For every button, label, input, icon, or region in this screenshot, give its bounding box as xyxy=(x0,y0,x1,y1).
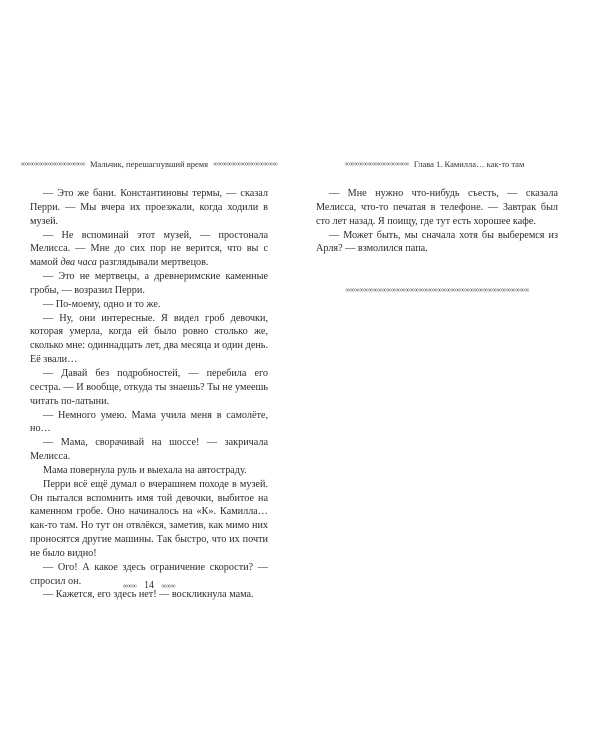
paragraph: — Ого! А какое здесь ограничение скорости? — спросил он. xyxy=(30,561,268,587)
chapter-title-header: Глава 1. Камилла… как-то там xyxy=(413,159,525,169)
paragraph: — По-моему, одно и то же. xyxy=(43,298,161,310)
ornament-line: ∞∞∞∞∞∞∞∞∞∞∞∞∞∞ xyxy=(344,160,409,168)
paragraph: — Ну, они интересные. Я видел гроб девочки, которая умерла, когда ей было ровно столько же, сколько мне: одиннадцать лет, два месяца и один день. Её звали… xyxy=(30,312,268,366)
paragraph: — Немного умею. Мама учила меня в самолёте, но… xyxy=(30,409,268,435)
book-title-header: Мальчик, перешагнувший время xyxy=(89,159,209,169)
right-page xyxy=(316,158,558,294)
paragraph: — Это же бани. Константиновы термы, — сказал Перри. — Мы вчера их проезжали, когда ходили в музей. xyxy=(30,188,268,227)
paragraph: Мама повернула руль и выехала на автостраду. xyxy=(43,464,247,476)
page-number xyxy=(30,580,268,591)
italic-emphasis: два часа xyxy=(60,257,97,269)
page-number-value: 14 xyxy=(144,580,154,591)
left-page xyxy=(20,158,278,602)
ornament-line: ∞∞∞ xyxy=(161,582,176,590)
right-running-head xyxy=(316,158,558,170)
ornament-line: ∞∞∞∞∞∞∞∞∞∞∞∞∞∞ xyxy=(20,160,85,168)
paragraph-text: — Не вспоминай этот музей, — простонала Мелисса. — Мне до сих пор не верится, что вы с мамой xyxy=(30,229,268,269)
paragraph: Перри всё ещё думал о вчерашнем походе в музей. Он пытался вспомнить имя той девочки, выбитое на каменном гробе. Оно начиналось на «К». Камилла… как-то там. Но тут он отвлёкся, заметив, как мимо них проносятся другие машины. Так быстро, что их почти не было видно! xyxy=(30,478,268,559)
ornament-line: ∞∞∞∞∞∞∞∞∞∞∞∞∞∞ xyxy=(213,160,278,168)
left-page-text xyxy=(30,187,268,602)
paragraph: — Это не мертвецы, а древнеримские каменные гробы, — возразил Перри. xyxy=(30,271,268,296)
section-divider: ∞∞∞∞∞∞∞∞∞∞∞∞∞∞∞∞∞∞∞∞∞∞∞∞∞∞∞∞∞∞∞∞∞∞∞∞∞∞∞∞ xyxy=(345,286,529,295)
paragraph: — Давай без подробностей, — перебила его сестра. — И вообще, откуда ты знаешь? Ты не умеешь читать по-латыни. xyxy=(30,367,268,407)
left-running-head xyxy=(20,158,278,170)
paragraph: — Мне нужно что-нибудь съесть, — сказала Мелисса, что-то печатая в телефоне. — Завтрак был сто лет назад. Я поищу, где тут есть хорошее кафе. xyxy=(316,188,558,227)
paragraph-text: разглядывали мертвецов. xyxy=(96,257,209,269)
paragraph xyxy=(30,229,268,271)
paragraph: — Может быть, мы сначала хотя бы выберемся из Арля? — взмолился папа. xyxy=(316,229,558,255)
paragraph: — Мама, сворачивай на шоссе! — закричала Мелисса. xyxy=(30,437,268,463)
right-page-text xyxy=(316,187,558,256)
ornament-line: ∞∞∞ xyxy=(122,582,137,590)
paragraph: — Кажется, его здесь нет! — воскликнула мама. xyxy=(43,589,254,601)
